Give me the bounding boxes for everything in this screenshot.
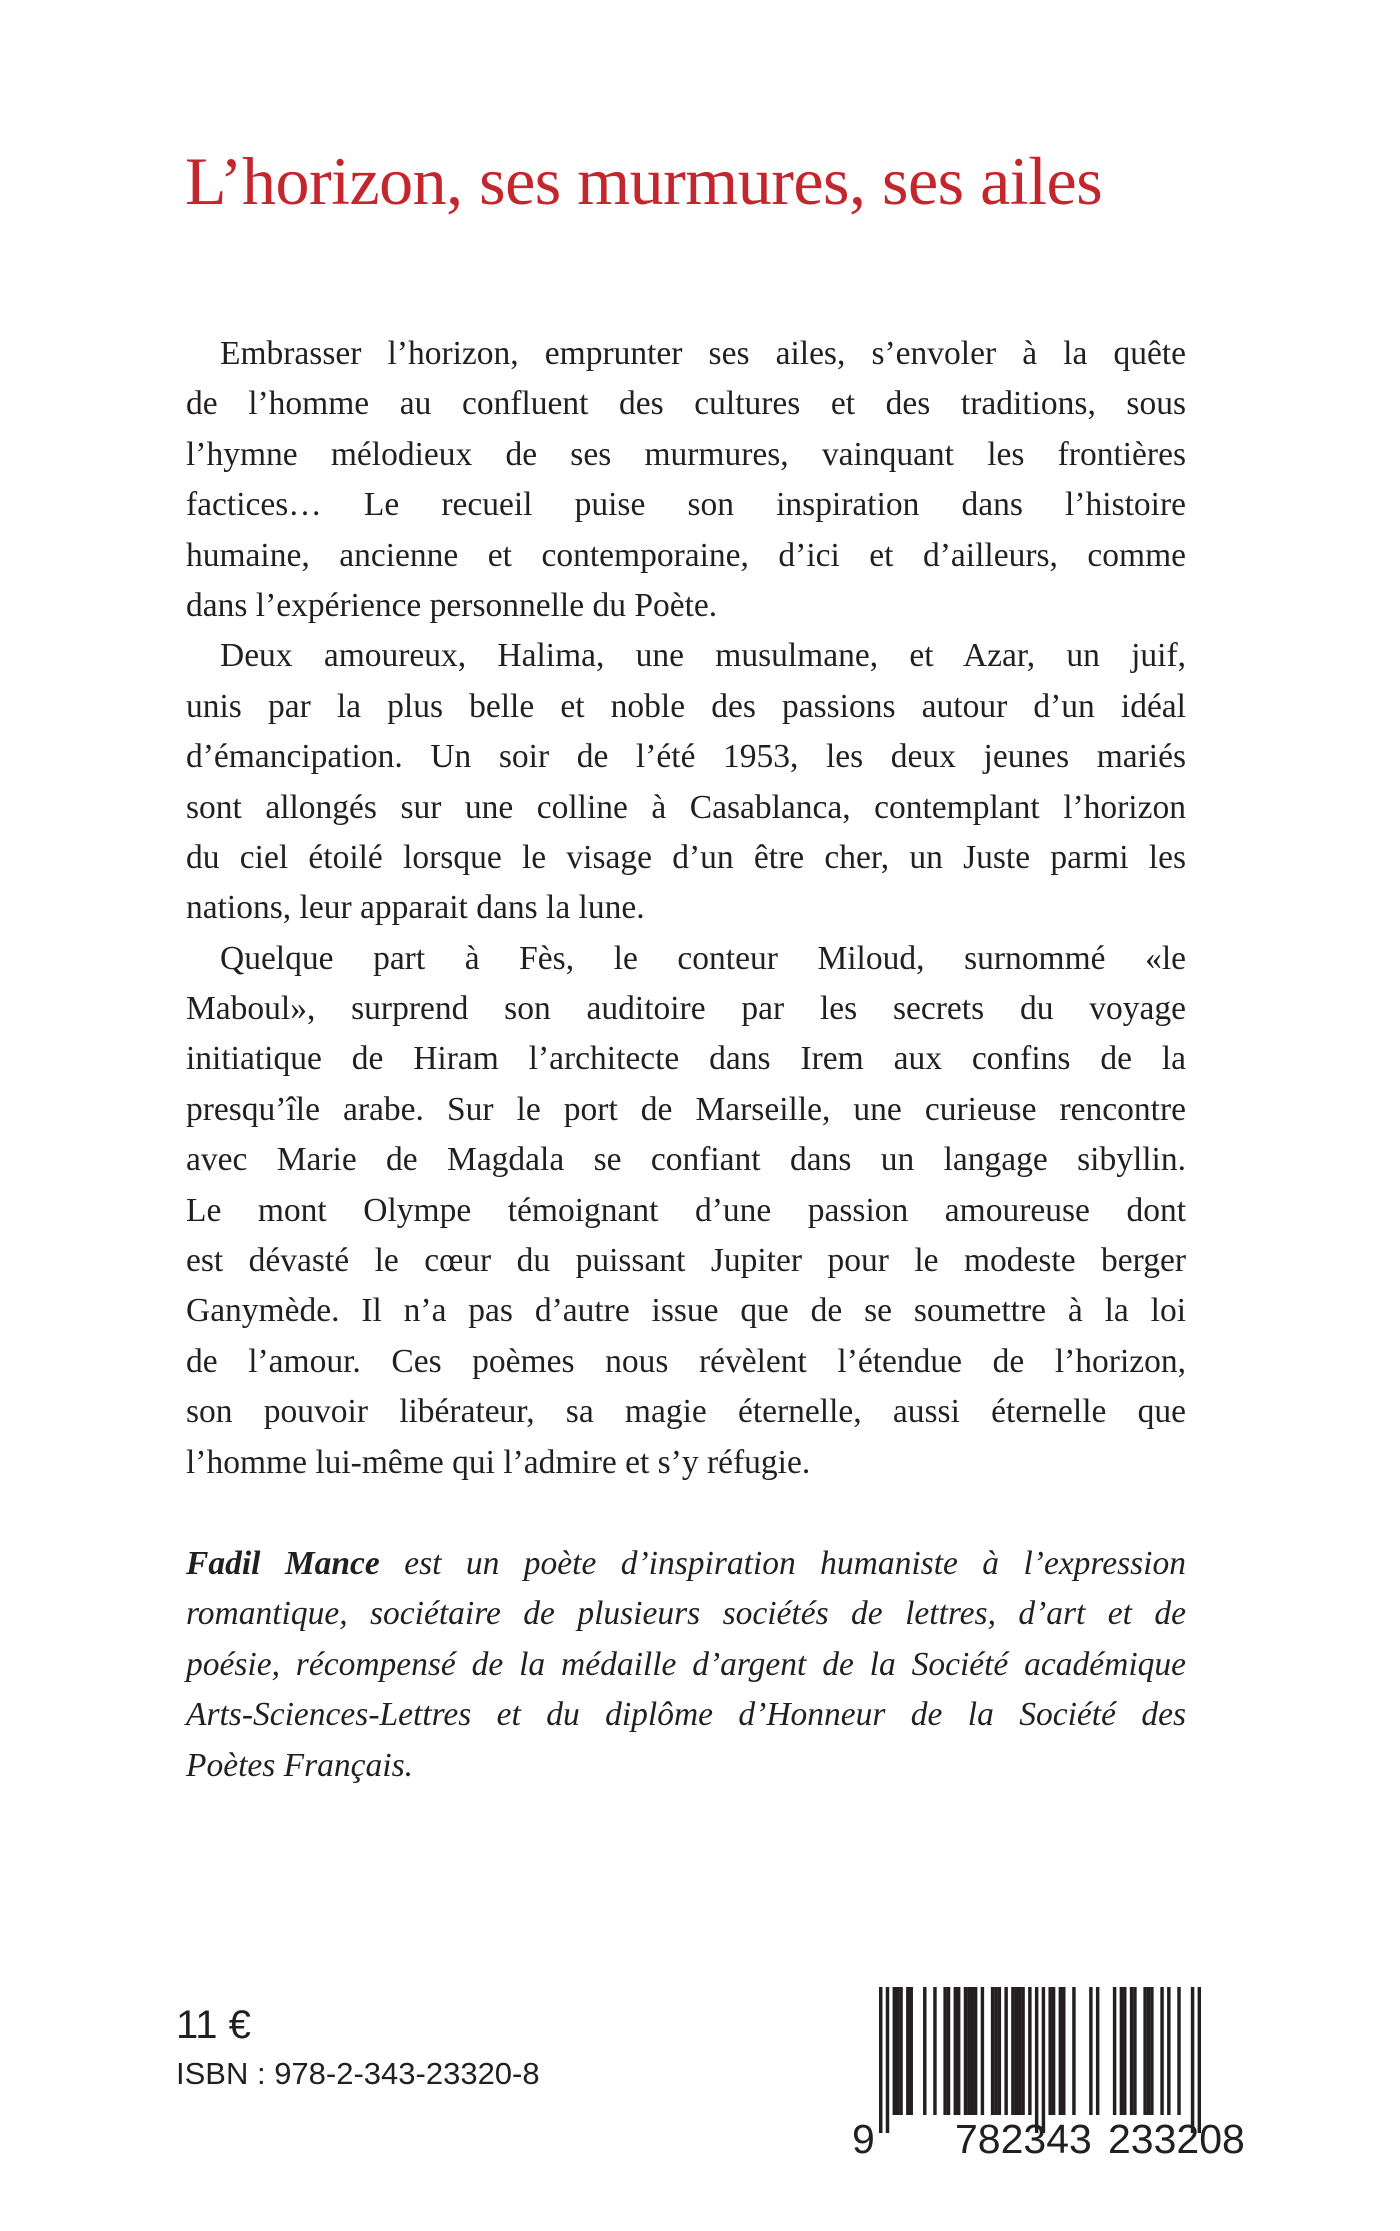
text-line: du ciel étoilé lorsque le visage d’un être cher, un Juste parmi les bbox=[186, 838, 1186, 876]
barcode-bar bbox=[1130, 1987, 1133, 2115]
barcode-bar bbox=[1059, 1987, 1062, 2115]
text-line: est dévasté le cœur du puissant Jupiter pour le modeste berger bbox=[186, 1242, 1186, 1280]
text-line: Deux amoureux, Halima, une musulmane, et Azar, un juif, bbox=[220, 637, 1186, 675]
barcode-bar bbox=[991, 1987, 994, 2115]
text-line: l’hymne mélodieux de ses murmures, vainquant les frontières bbox=[186, 435, 1186, 473]
barcode-bar bbox=[910, 1987, 913, 2115]
paragraph bbox=[186, 329, 1186, 631]
barcode-first-digit: 9 bbox=[852, 2116, 875, 2162]
text-line: sont allongés sur une colline à Casablanca, contemplant l’horizon bbox=[186, 788, 1186, 826]
author-name: Fadil Mance bbox=[186, 1545, 380, 1582]
barcode-bar bbox=[1052, 1987, 1055, 2115]
bio-line: romantique, sociétaire de plusieurs sociétés de lettres, d’art et de bbox=[186, 1595, 1186, 1633]
paragraph bbox=[186, 934, 1186, 1488]
barcode-bar bbox=[1042, 1987, 1045, 2133]
barcode-bar bbox=[1123, 1987, 1126, 2115]
barcode-bar bbox=[1133, 1987, 1136, 2115]
barcode-bar bbox=[974, 1987, 977, 2115]
barcode-bar bbox=[886, 1987, 889, 2133]
text-line: de l’homme au confluent des cultures et des traditions, sous bbox=[186, 385, 1186, 423]
barcode-right-digits: 233208 bbox=[1108, 2116, 1245, 2162]
barcode-bar bbox=[1072, 1987, 1075, 2115]
text-line: Quelque part à Fès, le conteur Miloud, surnommé «le bbox=[220, 939, 1186, 977]
text-line: avec Marie de Magdala se confiant dans un langage sibyllin. bbox=[186, 1141, 1186, 1179]
barcode-bar bbox=[879, 1987, 882, 2133]
barcode-bar bbox=[1198, 1987, 1201, 2133]
text-line: de l’amour. Ces poèmes nous révèlent l’étendue de l’horizon, bbox=[186, 1342, 1186, 1380]
barcode-bars bbox=[879, 1987, 1201, 2137]
text-line: dans l’expérience personnelle du Poète. bbox=[186, 586, 718, 624]
barcode-bar bbox=[1177, 1987, 1180, 2115]
barcode-bar bbox=[957, 1987, 960, 2115]
barcode-bar bbox=[1143, 1987, 1146, 2115]
barcode-bar bbox=[994, 1987, 997, 2115]
bio-line: poésie, récompensé de la médaille d’argent de la Société académique bbox=[186, 1645, 1186, 1683]
barcode-bar bbox=[1150, 1987, 1153, 2115]
text-line: l’homme lui-même qui l’admire et s’y réfugie. bbox=[186, 1443, 811, 1481]
barcode-bar bbox=[1011, 1987, 1014, 2115]
barcode-bar bbox=[954, 1987, 957, 2115]
text-line: Le mont Olympe témoignant d’une passion amoureuse dont bbox=[186, 1191, 1186, 1229]
text-line: unis par la plus belle et noble des passions autour d’un idéal bbox=[186, 687, 1186, 725]
barcode-bar bbox=[1160, 1987, 1163, 2115]
barcode-bar bbox=[971, 1987, 974, 2115]
barcode bbox=[850, 1985, 1245, 2165]
barcode-bar bbox=[1096, 1987, 1099, 2115]
barcode-bar bbox=[981, 1987, 984, 2115]
barcode-bar bbox=[893, 1987, 896, 2115]
barcode-bar bbox=[1147, 1987, 1150, 2115]
barcode-bar bbox=[943, 1987, 946, 2115]
barcode-bar bbox=[1113, 1987, 1116, 2115]
barcode-bar bbox=[1015, 1987, 1018, 2115]
book-title: L’horizon, ses murmures, ses ailes bbox=[185, 143, 1103, 219]
bio-line: Arts-Sciences-Lettres et du diplôme d’Honneur de la Société des bbox=[186, 1696, 1186, 1734]
barcode-bar bbox=[1018, 1987, 1021, 2115]
barcode-bar bbox=[1021, 1987, 1024, 2115]
barcode-bar bbox=[1062, 1987, 1065, 2115]
text-line: factices… Le recueil puise son inspiration dans l’histoire bbox=[186, 486, 1186, 524]
text-line: initiatique de Hiram l’architecte dans Irem aux confins de la bbox=[186, 1040, 1186, 1078]
price: 11 € bbox=[176, 2003, 251, 2047]
text-line: nations, leur apparait dans la lune. bbox=[186, 889, 645, 927]
barcode-bar bbox=[1089, 1987, 1092, 2115]
barcode-bar bbox=[947, 1987, 950, 2115]
barcode-bar bbox=[1035, 1987, 1038, 2133]
bio-line: est un poète d’inspiration humaniste à l’expression bbox=[379, 1545, 1186, 1582]
blurb bbox=[186, 329, 1186, 1488]
barcode-bar bbox=[967, 1987, 970, 2115]
barcode-bar bbox=[896, 1987, 899, 2115]
text-line: humaine, ancienne et contemporaine, d’ici et d’ailleurs, comme bbox=[186, 536, 1186, 574]
barcode-bar bbox=[1167, 1987, 1170, 2115]
text-line: Maboul», surprend son auditoire par les secrets du voyage bbox=[186, 990, 1186, 1028]
barcode-bar bbox=[923, 1987, 926, 2115]
barcode-bar bbox=[1048, 1987, 1051, 2115]
barcode-bar bbox=[1191, 1987, 1194, 2133]
barcode-bar bbox=[933, 1987, 936, 2115]
barcode-bar bbox=[906, 1987, 909, 2115]
text-line: Embrasser l’horizon, emprunter ses ailes, s’envoler à la quête bbox=[220, 335, 1186, 372]
barcode-bar bbox=[998, 1987, 1001, 2115]
barcode-bar bbox=[1004, 1987, 1007, 2115]
barcode-bar bbox=[1120, 1987, 1123, 2115]
text-line: presqu’île arabe. Sur le port de Marseille, une curieuse rencontre bbox=[186, 1090, 1186, 1128]
bio-line: Poètes Français. bbox=[186, 1746, 414, 1784]
barcode-bar bbox=[899, 1987, 902, 2115]
author-bio bbox=[186, 1539, 1186, 1791]
text-line: Ganymède. Il n’a pas d’autre issue que de se soumettre à la loi bbox=[186, 1292, 1186, 1330]
barcode-bar bbox=[1028, 1987, 1031, 2115]
barcode-left-digits: 782343 bbox=[955, 2116, 1092, 2162]
text-line: d’émancipation. Un soir de l’été 1953, les deux jeunes mariés bbox=[186, 738, 1186, 776]
barcode-bar bbox=[964, 1987, 967, 2115]
paragraph bbox=[186, 631, 1186, 933]
isbn: ISBN : 978-2-343-23320-8 bbox=[176, 2056, 540, 2091]
text-line: son pouvoir libérateur, sa magie éternelle, aussi éternelle que bbox=[186, 1393, 1186, 1431]
